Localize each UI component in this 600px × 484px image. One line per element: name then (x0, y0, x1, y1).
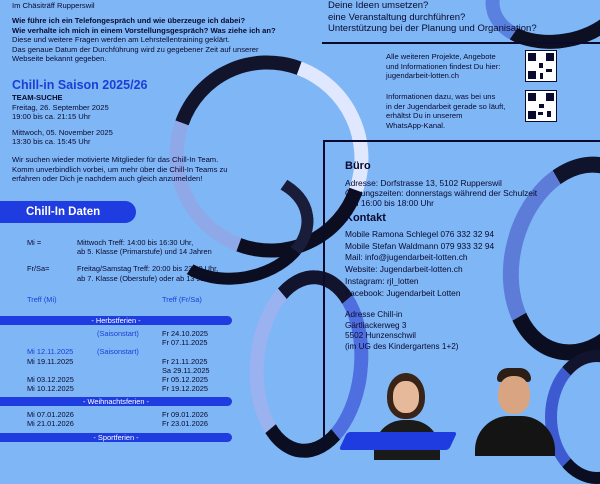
info-whatsapp (386, 92, 526, 130)
contact-mail[interactable]: Mail: info@jugendarbeit-lotten.ch (345, 252, 468, 263)
info-line: in der Jugendarbeit gerade so läuft, (386, 101, 506, 111)
question-line: Deine Ideen umsetzen? (328, 0, 429, 11)
table-row: (Saisonstart) Fr 24.10.2025 (97, 329, 209, 338)
table-row: Mi 03.12.2025 Fr 05.12.2025 (27, 375, 209, 385)
right-divider (322, 42, 600, 44)
intro-questions (12, 16, 292, 64)
buero-line: Adresse: Dorfstrasse 13, 5102 Rupperswil (345, 178, 502, 188)
table-row: Mi 07.01.2026 Fr 09.01.2026 (27, 410, 209, 419)
team-label: TEAM-SUCHE (12, 93, 63, 102)
address-line: (im UG des Kindergartens 1+2) (345, 341, 459, 351)
herbstferien-bar: - Herbstferien - (0, 316, 232, 325)
question-line: eine Veranstaltung durchführen? (328, 11, 466, 23)
intro-text: Webseite bekannt gegeben. (12, 54, 107, 64)
graffiti-logo (339, 432, 457, 450)
season-title: Chill-in Saison 2025/26 (12, 78, 148, 92)
info-line: Alle weiteren Projekte, Angebote (386, 52, 496, 61)
info-line: jugendarbeit-lotten.ch (386, 71, 460, 81)
mi-text: Mittwoch Treff: 14:00 bis 16:30 Uhr, (77, 238, 194, 247)
date-line: 13:30 bis ca. 15:45 Uhr (12, 137, 91, 147)
dates-pill: Chill-In Daten (0, 201, 136, 223)
info-line: erhältst Du in unserem (386, 111, 463, 121)
table-row: Mi 10.12.2025 Fr 19.12.2025 (27, 384, 209, 394)
recruit-line: Komm unverbindlich vorbei, um mehr über die Chill-In Teams zu (12, 164, 228, 174)
contact-facebook[interactable]: Facebook: Jugendarbeit Lotten (345, 287, 461, 298)
recruit-line: Wir suchen wieder motivierte Mitglieder für das Chill-In Team. (12, 155, 219, 164)
team-search (12, 93, 113, 147)
info-line: und Informationen findest Du hier: (386, 61, 501, 71)
table-row: Fr 07.11.2025 (162, 338, 208, 348)
questions-block (328, 0, 590, 35)
qr-code-whatsapp[interactable] (525, 90, 557, 122)
question-line: Unterstützung bei der Planung und Organisation? (328, 23, 537, 34)
frsa-text: ab 7. Klasse (Oberstufe) oder ab 13 Jahren (77, 273, 220, 283)
col-header-mi: Treff (Mi) (27, 295, 57, 304)
table-row: Sa 29.11.2025 (162, 365, 210, 375)
info-line: Informationen dazu, was bei uns (386, 92, 496, 101)
address-line: 5502 Hunzenschwil (345, 331, 417, 341)
location-line: Im Chäsiträff Rupperswil (12, 1, 95, 10)
address-line: Gärtliackerweg 3 (345, 320, 407, 330)
sportferien-bar: - Sportferien - (0, 433, 232, 442)
weihnachtsferien-bar: - Weihnachtsferien - (0, 397, 232, 406)
date-line: 19:00 bis ca. 21:15 Uhr (12, 112, 91, 122)
intro-question: Wie führe ich ein Telefongespräch und wie überzeuge ich dabei? (12, 16, 246, 25)
schedule-b (27, 410, 227, 428)
info-line: WhatsApp-Kanal. (386, 120, 446, 130)
info-projects (386, 52, 526, 81)
buero-line: Öffnungszeiten: donnerstags während der Schulzeit (345, 188, 538, 198)
intro-text: Diese und weitere Fragen werden am Lehrstellentraining geklärt. (12, 35, 230, 45)
kontakt-title: Kontakt (345, 212, 386, 224)
contact-instagram[interactable]: Instagram: rjl_lotten (345, 275, 419, 286)
date-line: Mittwoch, 05. November 2025 (12, 127, 113, 137)
contact-phone: Mobile Ramona Schlegel 076 332 32 94 (345, 229, 494, 239)
date-line: Freitag, 26. September 2025 (12, 102, 109, 112)
table-row: Mi 12.11.2025 (Saisonstart) (27, 347, 139, 357)
recruit-line: erfahren oder Dich je nachdem auch gleich anzumelden! (12, 174, 203, 184)
address-line: Adresse Chill-in (345, 310, 403, 319)
buero-title: Büro (345, 160, 371, 172)
frsa-label: Fr/Sa= (27, 264, 50, 274)
col-header-frsa: Treff (Fr/Sa) (162, 295, 202, 304)
schedule-a (27, 329, 227, 393)
chillin-address (345, 310, 459, 352)
recruit-text (12, 155, 282, 184)
contact-website[interactable]: Website: Jugendarbeit-lotten.ch (345, 264, 463, 275)
buero-line: von 16:00 bis 18:00 Uhr (345, 198, 434, 208)
table-row: Mi 21.01.2026 Fr 23.01.2026 (27, 419, 209, 429)
mi-label: Mi = (27, 238, 42, 247)
intro-text: Das genaue Datum der Durchführung wird zu gegebener Zeit auf unserer (12, 44, 259, 54)
qr-code-website[interactable] (525, 50, 557, 82)
mi-text: ab 5. Klasse (Primarstufe) und 14 Jahren (77, 247, 212, 257)
frsa-text: Freitag/Samstag Treff: 20:00 bis 23:00 Uhr, (77, 264, 219, 274)
intro-question: Wie verhalte ich mich in einem Vorstellungsgespräch? Was ziehe ich an? (12, 25, 276, 35)
contact-phone: Mobile Stefan Waldmann 079 933 32 94 (345, 240, 495, 251)
table-row: Mi 19.11.2025 Fr 21.11.2025 (27, 356, 208, 366)
legend-mi (27, 238, 267, 283)
buero-section (345, 160, 595, 299)
photo-person-man (475, 368, 555, 450)
